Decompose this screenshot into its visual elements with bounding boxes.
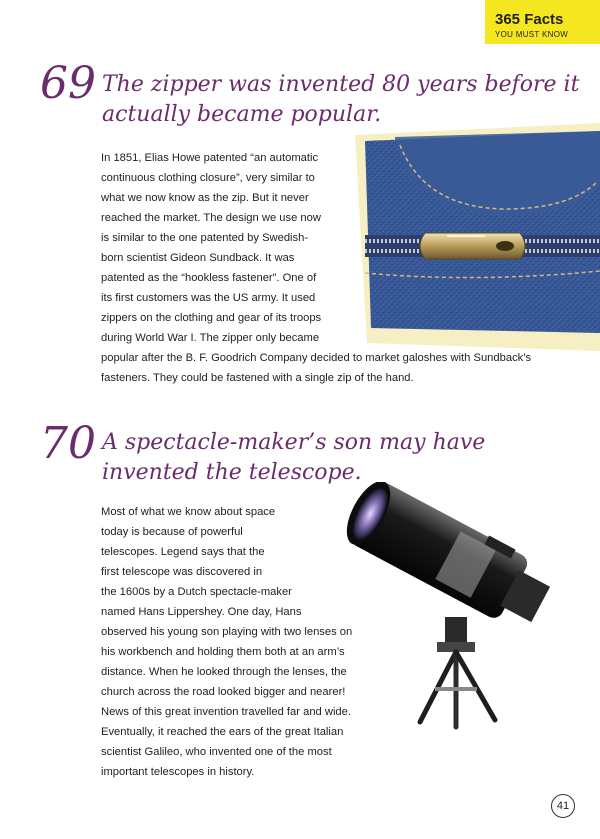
body-line: Most of what we know about space bbox=[101, 506, 276, 518]
body-line: continuous clothing closure”, very similar to bbox=[101, 172, 315, 184]
fact-69-number: 69 bbox=[40, 58, 96, 109]
page-number: 41 bbox=[551, 794, 575, 818]
body-line: News of this great invention travelled far and wide. bbox=[101, 706, 351, 718]
fact-70-title-line: A spectacle-maker’s son may have bbox=[102, 430, 486, 455]
body-line: In 1851, Elias Howe patented “an automatic bbox=[101, 152, 319, 164]
body-line: the 1600s by a Dutch spectacle-maker bbox=[101, 586, 292, 598]
fact-70-number: 70 bbox=[40, 418, 96, 469]
body-line: during World War I. The zipper only became bbox=[101, 332, 320, 344]
body-line: named Hans Lippershey. One day, Hans bbox=[101, 606, 302, 618]
badge-title: 365 Facts bbox=[495, 11, 564, 28]
fact-69-title-line: The zipper was invented 80 years before it bbox=[102, 72, 580, 97]
fact-70-title-line: invented the telescope. bbox=[102, 460, 362, 485]
body-line: fasteners. They could be fastened with a single zip of the hand. bbox=[101, 372, 414, 384]
body-line: is similar to the one patented by Swedish- bbox=[101, 232, 309, 244]
fact-70-title bbox=[102, 428, 485, 488]
body-line: church across the road looked bigger and nearer! bbox=[101, 686, 346, 698]
badge-subtitle: YOU MUST KNOW bbox=[495, 30, 569, 39]
fact-69-title-line: actually became popular. bbox=[102, 102, 382, 127]
body-line: reached the market. The design we use now bbox=[101, 212, 321, 224]
book-badge bbox=[485, 0, 600, 44]
body-line: telescopes. Legend says that the bbox=[101, 546, 265, 558]
body-line: scientist Galileo, who invented one of the most bbox=[101, 746, 332, 758]
body-line: observed his young son playing with two lenses on bbox=[101, 626, 353, 638]
body-line: first telescope was discovered in bbox=[101, 566, 263, 578]
body-line: today is because of powerful bbox=[101, 526, 243, 538]
body-line: important telescopes in history. bbox=[101, 766, 255, 778]
body-line: what we now know as the zip. But it never bbox=[101, 192, 309, 204]
body-line: Eventually, it reached the ears of the great Italian bbox=[101, 726, 344, 738]
body-line: born scientist Gideon Sundback. It was bbox=[101, 252, 295, 264]
fact-69-title bbox=[102, 70, 579, 130]
body-line: patented as the “hookless fastener”. One of bbox=[101, 272, 317, 284]
fact-69-body bbox=[101, 148, 531, 388]
body-line: popular after the B. F. Goodrich Company decided to market galoshes with Sundback’s bbox=[101, 352, 532, 364]
fact-70-body bbox=[101, 502, 352, 782]
body-line: its first customers was the US army. It used bbox=[101, 292, 316, 304]
body-line: distance. When he looked through the lenses, the bbox=[101, 666, 347, 678]
body-line: his workbench and holding them both at an arm’s bbox=[101, 646, 345, 658]
body-line: zippers on the clothing and gear of its troops bbox=[101, 312, 322, 324]
telescope-photo bbox=[325, 482, 565, 732]
